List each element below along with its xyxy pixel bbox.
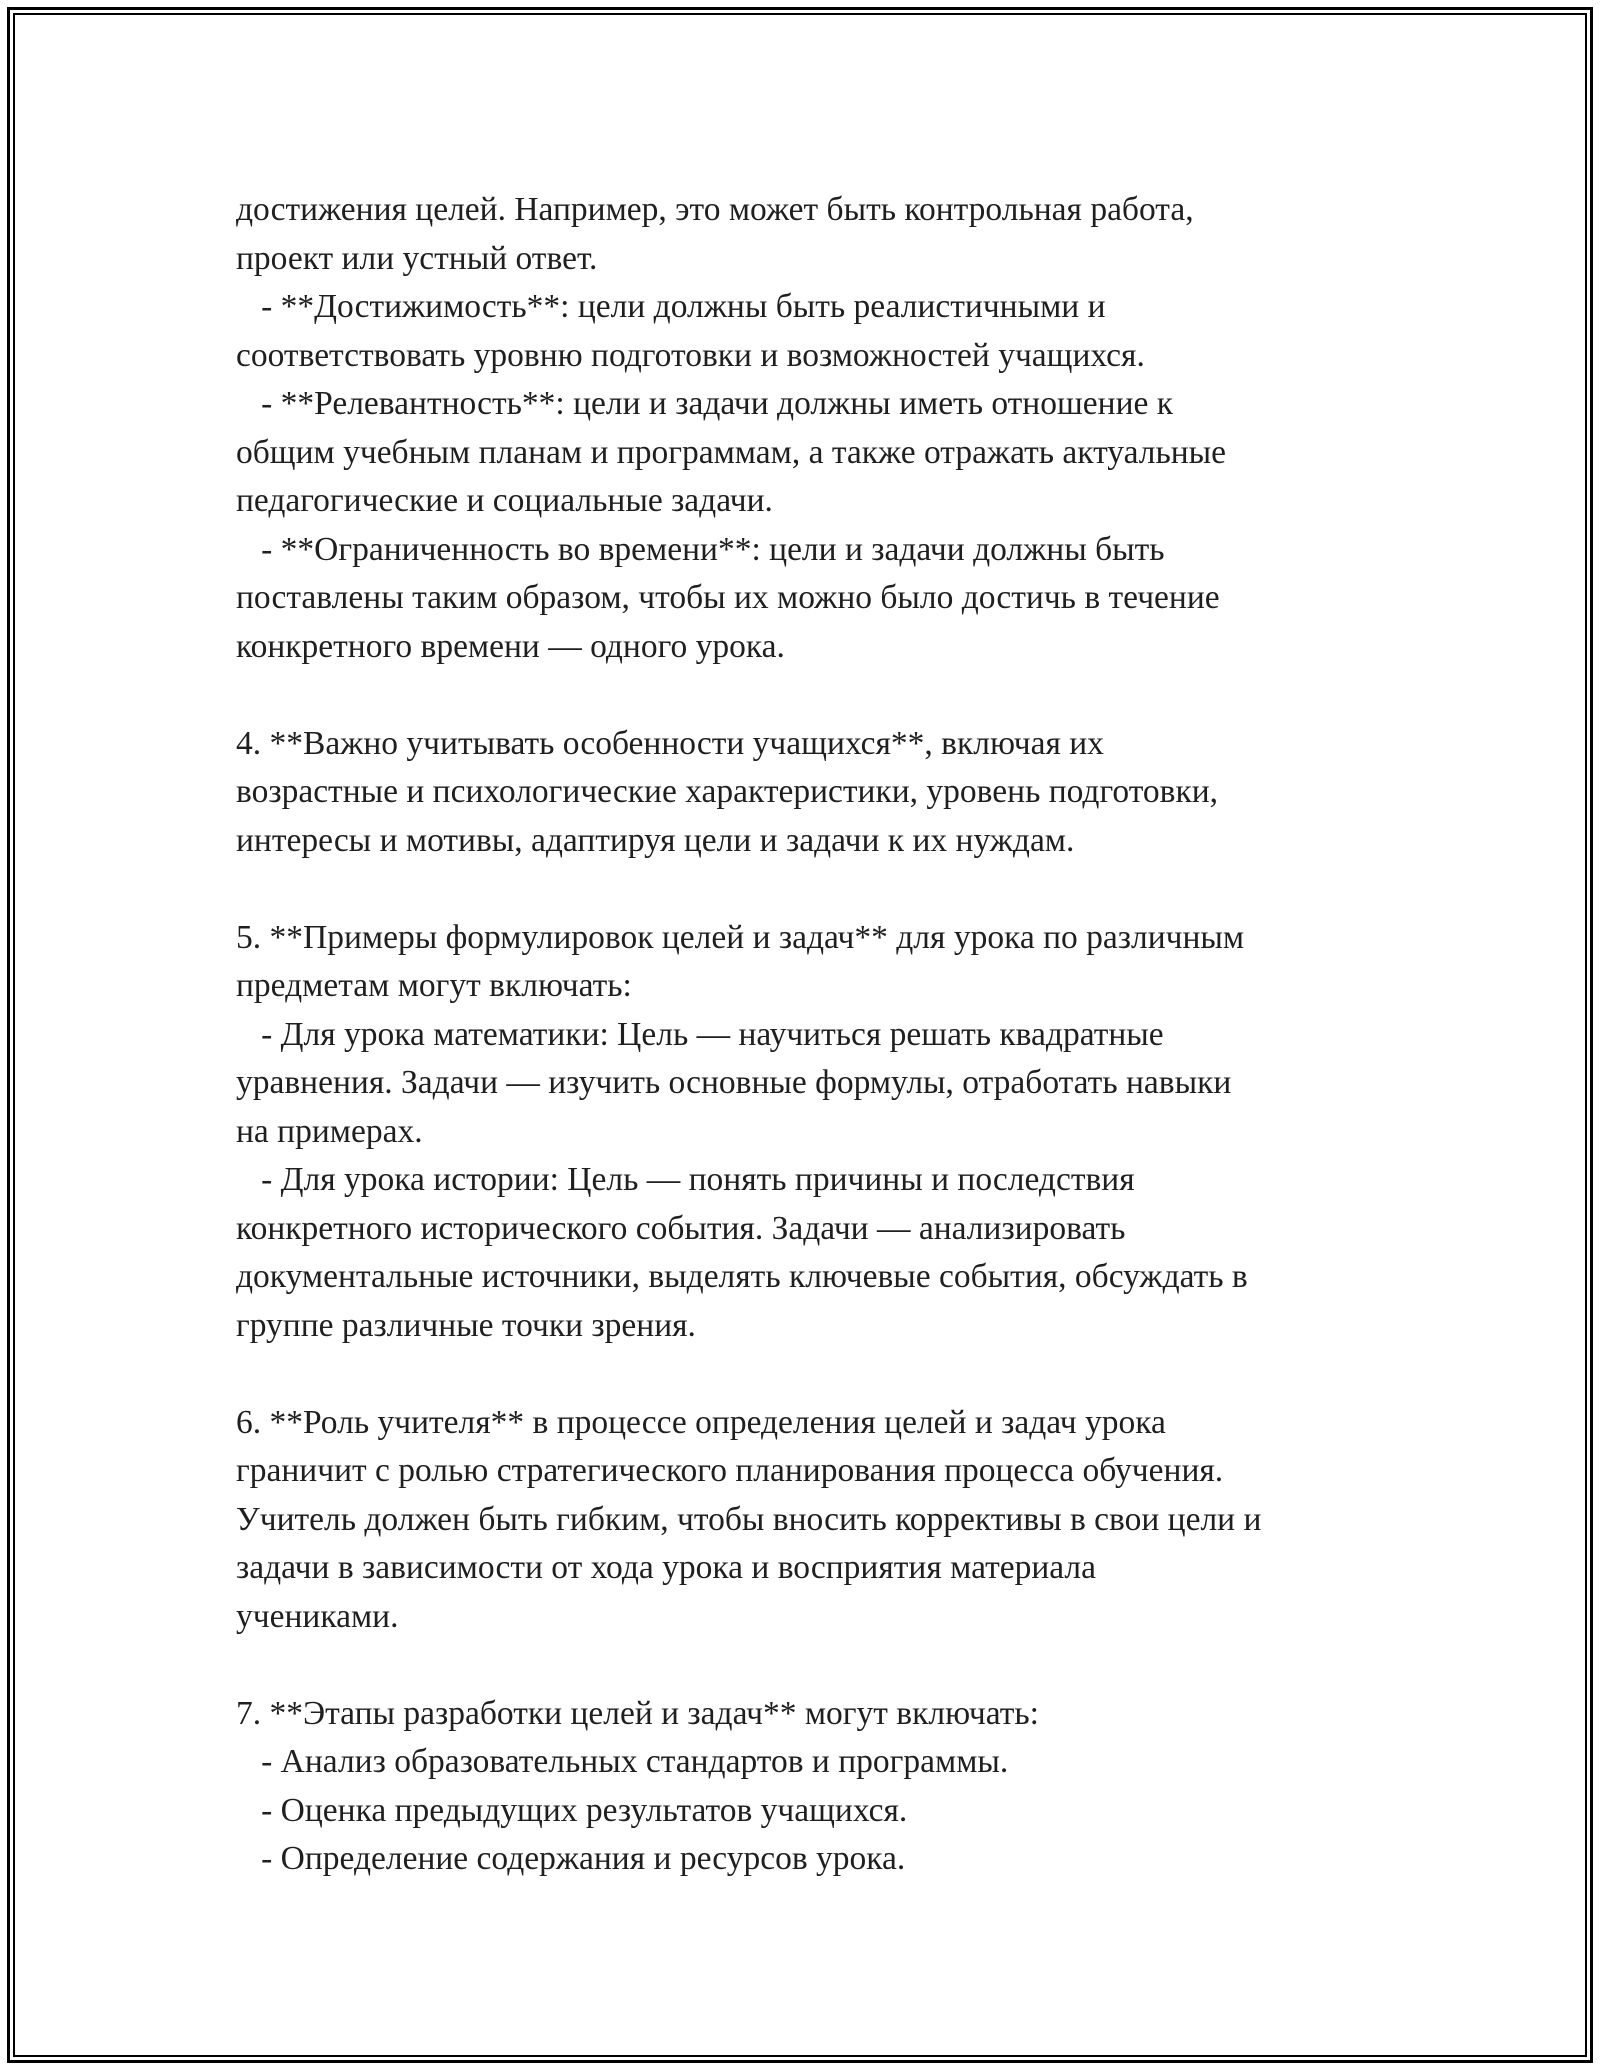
text-line: конкретного времени — одного урока. [236,627,785,665]
text-line: - **Ограниченность во времени**: цели и задачи должны быть [236,530,1165,568]
text-line: возрастные и психологические характеристики, уровень подготовки, [236,773,1219,810]
text-line: учениками. [236,1597,399,1635]
text-line: - Определение содержания и ресурсов урока. [236,1840,906,1877]
text-line: - **Достижимость**: цели должны быть реалистичными и [236,288,1106,325]
text-line: конкретного исторического события. Задачи — анализировать [236,1209,1126,1247]
paragraph-gap [236,1641,1426,1690]
text-line: поставлены таким образом, чтобы их можно было достичь в течение [236,579,1220,616]
text-line: документальные источники, выделять ключевые события, обсуждать в [236,1258,1248,1295]
text-line: педагогические и социальные задачи. [236,482,773,519]
text-line: Учитель должен быть гибким, чтобы вносить коррективы в свои цели и [236,1500,1262,1538]
document-body [236,186,1426,1884]
text-line: - **Релевантность**: цели и задачи должны иметь отношение к [236,385,1174,422]
paragraph [236,1399,1426,1642]
text-line: проект или устный ответ. [236,239,598,277]
text-line: - Анализ образовательных стандартов и программы. [236,1743,1009,1780]
paragraph-gap [236,1350,1426,1399]
text-line: соответствовать уровню подготовки и возможностей учащихся. [236,336,1145,374]
text-line: 5. **Примеры формулировок целей и задач** для урока по различным [236,918,1245,956]
text-line: - Для урока истории: Цель — понять причины и последствия [236,1161,1135,1198]
text-line: 6. **Роль учителя** в процессе определения целей и задач урока [236,1403,1166,1441]
text-line: задачи в зависимости от хода урока и восприятия материала [236,1549,1097,1586]
paragraph-gap [236,671,1426,720]
text-line: - Для урока математики: Цель — научиться решать квадратные [236,1015,1164,1053]
text-line: общим учебным планам и программам, а также отражать актуальные [236,433,1227,471]
text-line: достижения целей. Например, это может быть контрольная работа, [236,191,1194,228]
paragraph [236,186,1426,671]
paragraph [236,914,1426,1351]
paragraph [236,1690,1426,1884]
text-line: 7. **Этапы разработки целей и задач** могут включать: [236,1694,1039,1732]
text-line: интересы и мотивы, адаптируя цели и задачи к их нуждам. [236,821,1075,859]
text-line: предметам могут включать: [236,967,632,1004]
paragraph [236,720,1426,866]
text-line: группе различные точки зрения. [236,1306,696,1344]
text-line: уравнения. Задачи — изучить основные формулы, отработать навыки [236,1064,1232,1101]
paragraph-gap [236,865,1426,914]
text-line: 4. **Важно учитывать особенности учащихся**, включая их [236,724,1104,762]
text-line: граничит с ролью стратегического планирования процесса обучения. [236,1452,1224,1489]
text-line: на примерах. [236,1112,423,1150]
text-line: - Оценка предыдущих результатов учащихся. [236,1791,908,1829]
